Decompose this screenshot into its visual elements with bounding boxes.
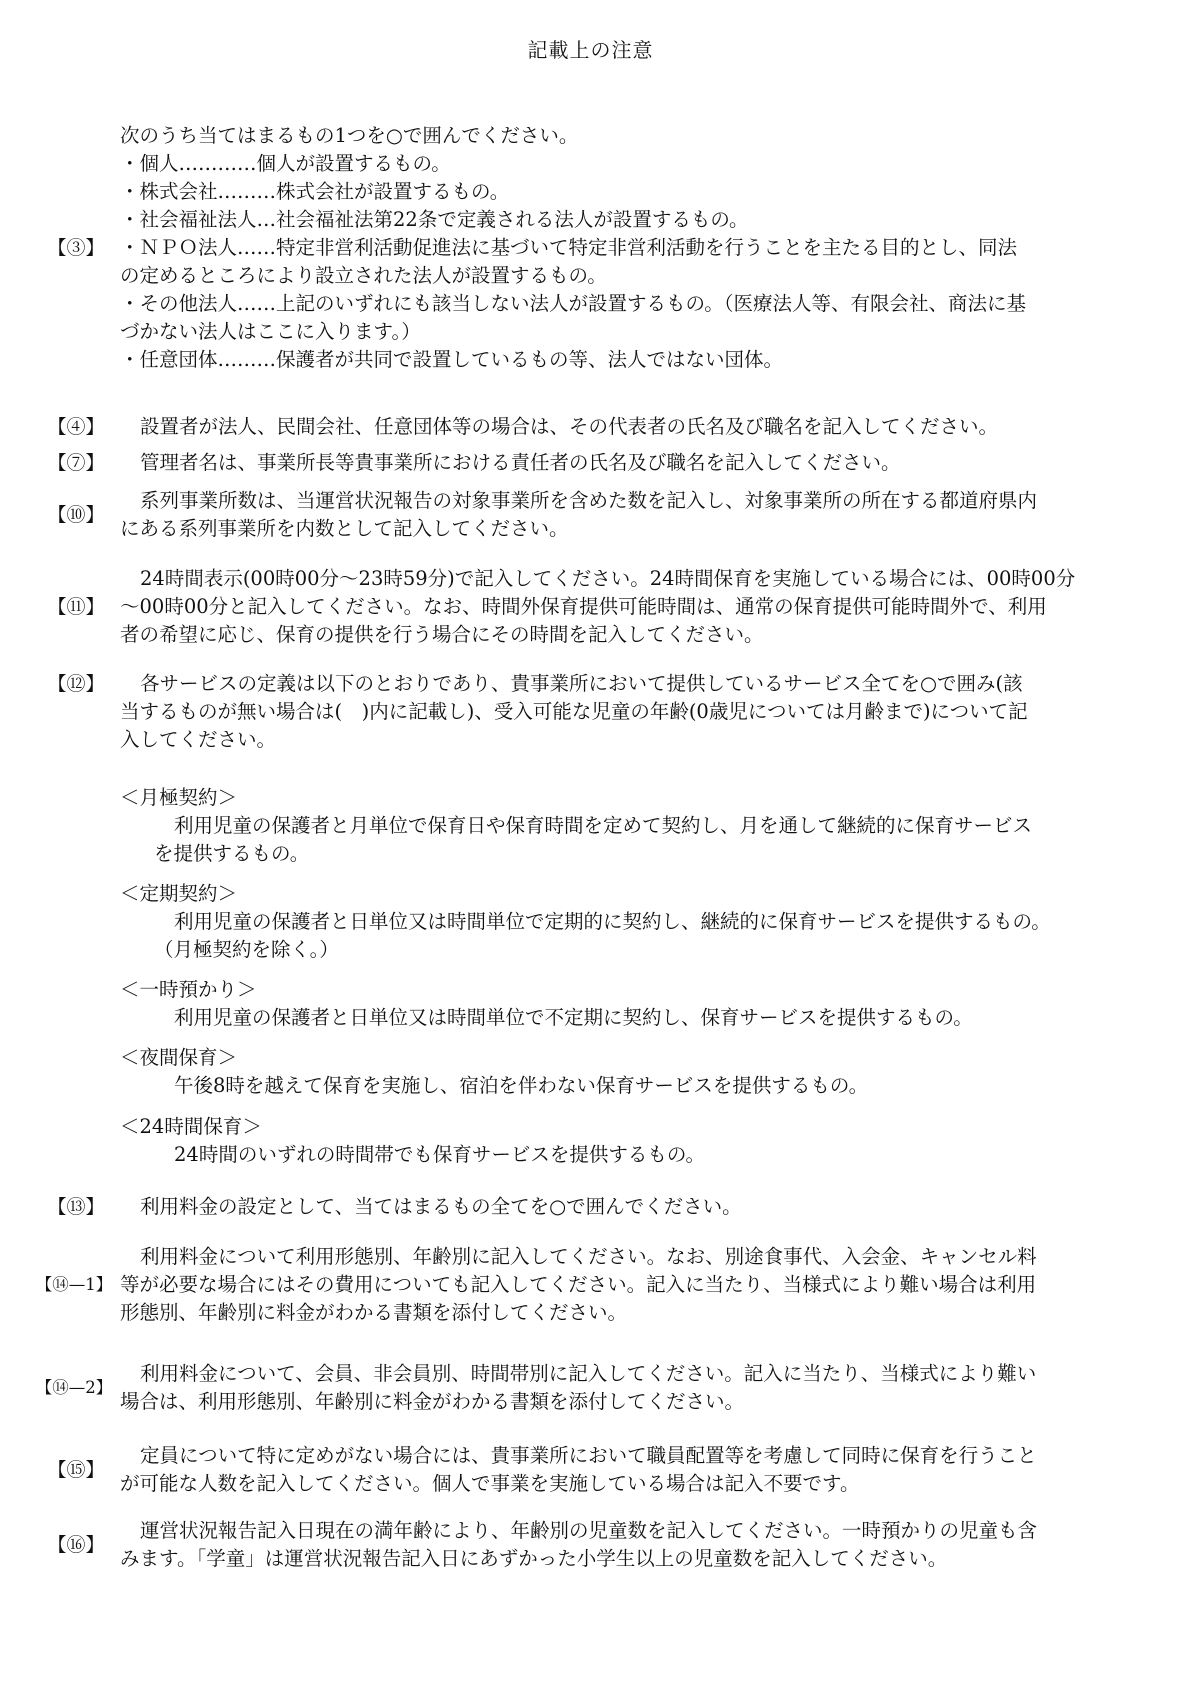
section-body [120, 449, 1142, 477]
text-line: ・ＮＰＯ法人……特定非営利活動促進法に基づいて特定非営利活動を行うことを主たる目的とし、同法 [120, 236, 1018, 259]
service-heading: ＜月極契約＞ [120, 786, 238, 809]
section-body [120, 1360, 1142, 1416]
text-line: にある系列事業所を内数として記入してください。 [120, 517, 569, 540]
text-line: の定めるところにより設立された法人が設置するもの。 [120, 264, 607, 287]
text-line: 定員について特に定めがない場合には、貴事業所において職員配置等を考慮して同時に保育を行うこと [140, 1444, 1037, 1467]
text-line: ・任意団体………保護者が共同で設置しているもの等、法人ではない団体。 [120, 348, 784, 371]
section-label: 【⑦】 [47, 452, 105, 474]
text-line: 設置者が法人、民間会社、任意団体等の場合は、その代表者の氏名及び職名を記入してください。 [140, 415, 999, 438]
service-temporary [120, 976, 1142, 1032]
section-body [120, 1442, 1142, 1498]
service-heading: ＜定期契約＞ [120, 882, 238, 905]
service-description: を提供するもの。 [154, 842, 310, 865]
section-body [120, 487, 1142, 543]
text-line: づかない法人はここに入ります。） [120, 320, 421, 343]
text-line: 系列事業所数は、当運営状況報告の対象事業所を含めた数を記入し、対象事業所の所在する都道府県内 [140, 489, 1038, 512]
section-label: 【⑭—1】 [35, 1275, 113, 1294]
section-label: 【③】 [47, 237, 105, 259]
section-body [120, 122, 1142, 374]
section-label: 【④】 [47, 416, 105, 438]
service-description: 利用児童の保護者と日単位又は時間単位で定期的に契約し、継続的に保育サービスを提供するもの。 [174, 910, 1051, 933]
text-line: みます。「学童」は運営状況報告記入日にあずかった小学生以上の児童数を記入してください。 [120, 1547, 948, 1570]
text-line: 入してください。 [120, 728, 277, 751]
text-line: 利用料金について利用形態別、年齢別に記入してください。なお、別途食事代、入会金、キャンセル料 [140, 1245, 1037, 1268]
text-line: 等が必要な場合にはその費用についても記入してください。記入に当たり、当様式により難い場合は利用 [120, 1273, 1037, 1296]
text-line: が可能な人数を記入してください。個人で事業を実施している場合は記入不要です。 [120, 1472, 860, 1495]
service-heading: ＜一時預かり＞ [120, 978, 257, 1001]
service-description: 午後8時を越えて保育を実施し、宿泊を伴わない保育サービスを提供するもの。 [174, 1074, 869, 1097]
section-label: 【⑯】 [47, 1534, 105, 1556]
section-body [120, 1243, 1142, 1327]
service-monthly [120, 784, 1142, 868]
text-line: 運営状況報告記入日現在の満年齢により、年齢別の児童数を記入してください。一時預かりの児童も含 [140, 1519, 1038, 1542]
service-description: （月極契約を除く。） [154, 938, 339, 961]
text-line: 利用料金の設定として、当てはまるもの全てを○で囲んでください。 [140, 1195, 742, 1218]
section-body [120, 1193, 1142, 1221]
service-periodic [120, 880, 1142, 964]
text-line: ・社会福祉法人…社会福祉法第22条で定義される法人が設置するもの。 [120, 208, 749, 231]
text-line: 者の希望に応じ、保育の提供を行う場合にその時間を記入してください。 [120, 623, 764, 646]
section-label: 【⑪】 [47, 596, 105, 618]
page-title: 記載上の注意 [527, 38, 654, 62]
service-heading: ＜夜間保育＞ [120, 1046, 238, 1069]
section-label: 【⑫】 [47, 673, 105, 695]
section-label: 【⑭—2】 [35, 1378, 113, 1397]
section-body [120, 670, 1142, 754]
section-label: 【⑬】 [47, 1196, 105, 1218]
section-body [120, 413, 1142, 441]
service-24h [120, 1113, 1142, 1169]
text-line: 各サービスの定義は以下のとおりであり、貴事業所において提供しているサービス全てを○で囲み(該 [140, 672, 1023, 695]
section-body [120, 1517, 1142, 1573]
section-label: 【⑩】 [47, 504, 105, 526]
service-description: 24時間のいずれの時間帯でも保育サービスを提供するもの。 [174, 1143, 706, 1166]
section-body [120, 565, 1142, 649]
service-description: 利用児童の保護者と月単位で保育日や保育時間を定めて契約し、月を通して継続的に保育サービス [174, 814, 1033, 837]
service-night [120, 1044, 1142, 1100]
service-description: 利用児童の保護者と日単位又は時間単位で不定期に契約し、保育サービスを提供するもの。 [174, 1006, 973, 1029]
text-line: 次のうち当てはまるもの1つを○で囲んでください。 [120, 124, 579, 147]
text-line: 利用料金について、会員、非会員別、時間帯別に記入してください。記入に当たり、当様式により難い [140, 1362, 1037, 1385]
text-line: 管理者名は、事業所長等貴事業所における責任者の氏名及び職名を記入してください。 [140, 451, 901, 474]
text-line: 24時間表示(00時00分～23時59分)で記入してください。24時間保育を実施している場合には、00時00分 [140, 567, 1076, 590]
text-line: 当するものが無い場合は( )内に記載し)、受入可能な児童の年齢(0歳児については月齢まで)について記 [120, 700, 1028, 723]
service-heading: ＜24時間保育＞ [120, 1115, 262, 1138]
text-line: 形態別、年齢別に料金がわかる書類を添付してください。 [120, 1301, 628, 1324]
text-line: 場合は、利用形態別、年齢別に料金がわかる書類を添付してください。 [120, 1390, 745, 1413]
text-line: ・その他法人……上記のいずれにも該当しない法人が設置するもの。（医療法人等、有限会社、商法に基 [120, 292, 1026, 315]
text-line: ～00時00分と記入してください。なお、時間外保育提供可能時間は、通常の保育提供可能時間外で、利用 [120, 595, 1047, 618]
section-label: 【⑮】 [47, 1459, 105, 1481]
text-line: ・株式会社………株式会社が設置するもの。 [120, 180, 510, 203]
text-line: ・個人…………個人が設置するもの。 [120, 152, 451, 175]
